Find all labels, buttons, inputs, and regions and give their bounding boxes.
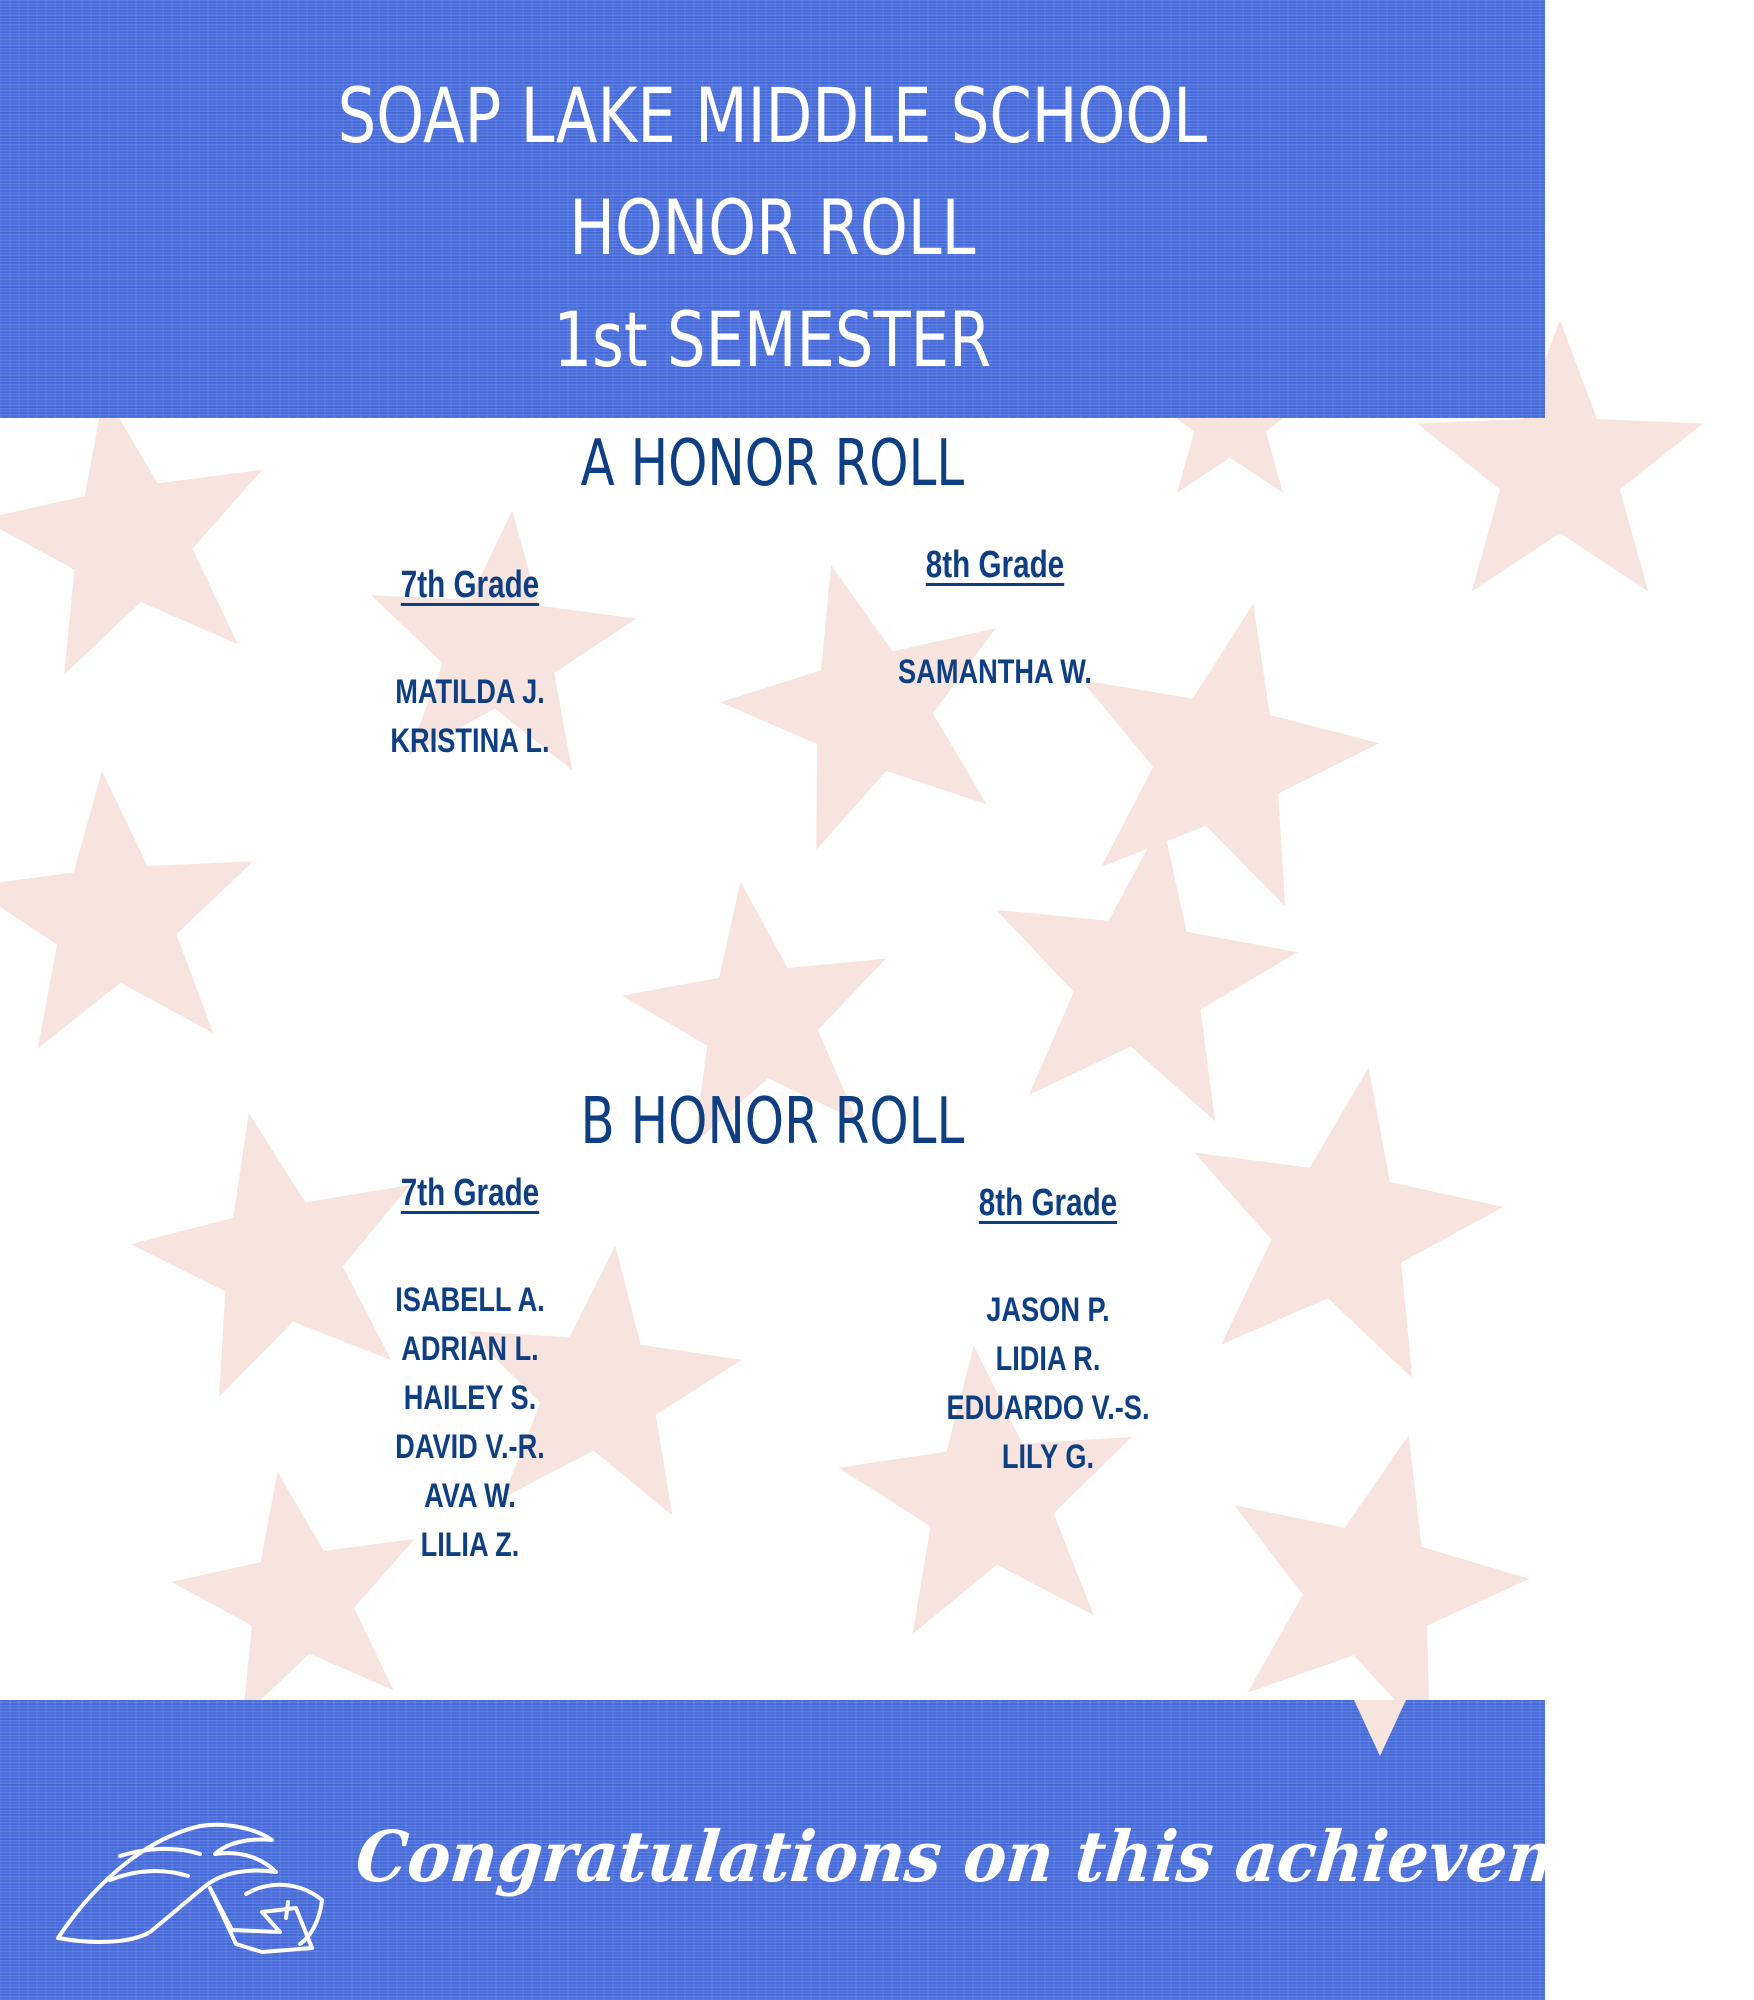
student-name: LILY G. xyxy=(1001,1438,1095,1476)
student-name: ISABELL A. xyxy=(395,1281,545,1319)
school-name: SOAP LAKE MIDDLE SCHOOL xyxy=(337,71,1208,160)
semester-title: 1st SEMESTER xyxy=(553,295,992,384)
congratulations-message: Congratulations on this achievement!! xyxy=(352,1815,1754,1898)
student-name: SAMANTHA W. xyxy=(898,653,1092,691)
student-name: LIDIA R. xyxy=(995,1340,1101,1378)
star-tip-decoration xyxy=(1340,1700,1420,1760)
b-grade7-list xyxy=(326,1276,614,1570)
student-name: DAVID V.-R. xyxy=(395,1428,545,1466)
a-grade8-heading: 8th Grade xyxy=(925,544,1065,586)
star-shape xyxy=(1234,1435,1529,1739)
student-name: MATILDA J. xyxy=(395,673,545,711)
eagle-logo-icon xyxy=(50,1820,335,1955)
student-name: HAILEY S. xyxy=(403,1379,537,1417)
star-shape xyxy=(0,771,253,1049)
star-shape xyxy=(720,565,996,850)
b-honor-roll-heading: B HONOR ROLL xyxy=(580,1085,965,1159)
b-grade8-list xyxy=(904,1286,1192,1482)
b-grade8-heading: 8th Grade xyxy=(978,1182,1118,1224)
a-grade8-list xyxy=(851,648,1139,697)
student-name: KRISTINA L. xyxy=(390,722,550,760)
b-grade7-heading: 7th Grade xyxy=(400,1172,540,1214)
student-name: AVA W. xyxy=(424,1477,516,1515)
student-name: JASON P. xyxy=(986,1291,1110,1329)
a-grade7-heading: 7th Grade xyxy=(400,564,540,606)
student-name: LILIA Z. xyxy=(420,1526,520,1564)
student-name: EDUARDO V.-S. xyxy=(946,1389,1150,1427)
a-honor-roll-heading: A HONOR ROLL xyxy=(580,427,965,501)
student-name: ADRIAN L. xyxy=(401,1330,539,1368)
a-grade7-list xyxy=(326,668,614,766)
honor-roll-title: HONOR ROLL xyxy=(569,183,976,272)
